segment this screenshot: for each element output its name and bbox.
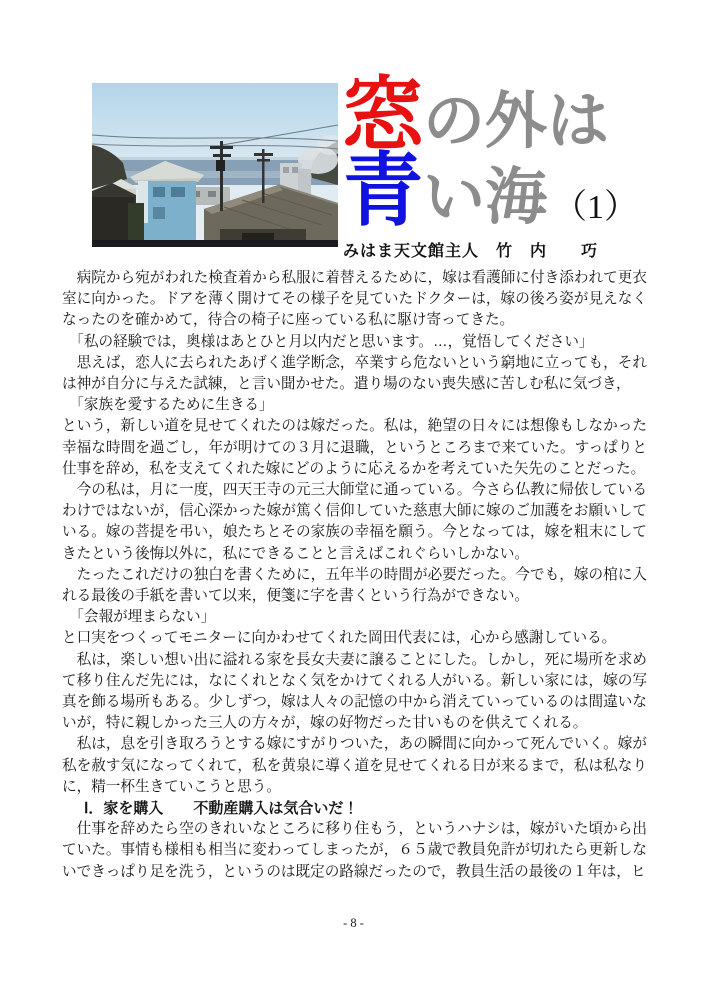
paragraph: 仕事を辞めたら空のきれいなところに移り住もう，というハナシは，嫁がいた頃から出ていた。事情も様相も相当に変わってしまったが，６５歳で教員免許が切れたら更新しないできっぱり足を洗う，というのは既定の路線だったので，教員生活の最後の１年は，ヒ <box>62 821 647 880</box>
paragraph: 思えば，恋人に去られたあげく進学断念，卒業すら危ないという窮地に立っても，それは神が自分に与えた試練，と言い聞かせた。遣り場のない喪失感に苦しむ私に気づき， <box>62 354 647 393</box>
paragraph: 病院から宛がわれた検査着から私服に着替えるために，嫁は看護師に付き添われて更衣室に向かった。ドアを薄く開けてその様子を見ていたドクターは，嫁の後ろ姿が見えなくなったのを確かめて，待合の椅子に座っている私に駆け寄ってきた。 <box>62 270 647 329</box>
paragraph: 私は，息を引き取ろうとする嫁にすがりついた，あの瞬間に向かって死んでいく。嫁が私を赦す気になってくれて，私を黄泉に導く道を見せてくれる日が来るまで，私は私なりに，精一杯生きていこうと思う。 <box>62 736 647 795</box>
paragraph: たったこれだけの独白を書くために，五年半の時間が必要だった。今でも，嫁の棺に入れる最後の手紙を書いて以来，便箋に字を書くという行為ができない。 <box>62 566 647 605</box>
paragraph: と口実をつくってモニターに向かわせてくれた岡田代表には，心から感謝している。 <box>62 630 617 647</box>
title-word-blue: 青 <box>343 148 423 236</box>
paragraph: 「家族を愛するために生きる」 <box>62 397 274 414</box>
page-number: - 8 - <box>343 916 364 930</box>
title-issue-number: （1） <box>553 189 639 226</box>
title-line-1 <box>343 72 703 160</box>
article-body <box>62 268 647 883</box>
section-heading: Ⅰ．家を購入 不動産購入は気合いだ！ <box>84 800 359 818</box>
paragraph: 私は，楽しい想い出に溢れる家を長女夫妻に譲ることにした。しかし，死に場所を求めて移り住んだ先には，なにくれとなく気をかけてくれる人がいる。新しい家には，嫁の写真を飾る場所もある。少しずつ，嫁は人々の記憶の中から消えていっているのは間違いないが，特に親しかった三人の方々が，嫁の好物だった甘いものを供えてくれる。 <box>62 651 647 732</box>
paragraph: 「会報が埋まらない」 <box>62 609 216 626</box>
paragraph: 今の私は，月に一度，四天王寺の元三大師堂に通っている。今さら仏教に帰依しているわけではないが，信心深かった嫁が篤く信仰していた慈恵大師に嫁のご加護をお願いしている。嫁の菩提を弔い，娘たちとその家族の幸福を願う。今となっては，嫁を粗末にしてきたという後悔以外に，私にできることと言えばこれぐらいしかない。 <box>62 482 647 562</box>
author-byline: みはま天文館主人 竹 内 巧 <box>343 243 599 260</box>
title-rest-2: い海 <box>423 164 548 232</box>
title-rest-1: の外は <box>423 88 610 156</box>
paragraph: 「私の経験では，奥様はあとひと月以内だと思います。…，覚悟してください」 <box>62 333 594 350</box>
title-line-2 <box>343 148 703 236</box>
title-word-window: 窓 <box>343 72 423 160</box>
article-title-block <box>343 72 703 261</box>
paragraph: という，新しい道を見せてくれたのは嫁だった。私は，絶望の日々には想像もしなかった幸福な時間を過ごし，年が明けての３月に退職，というところまで来ていた。すっぱりと仕事を辞め，私を支えてくれた嫁にどのように応えるかを考えていた矢先のことだった。 <box>62 418 647 477</box>
header-photo <box>92 83 338 247</box>
